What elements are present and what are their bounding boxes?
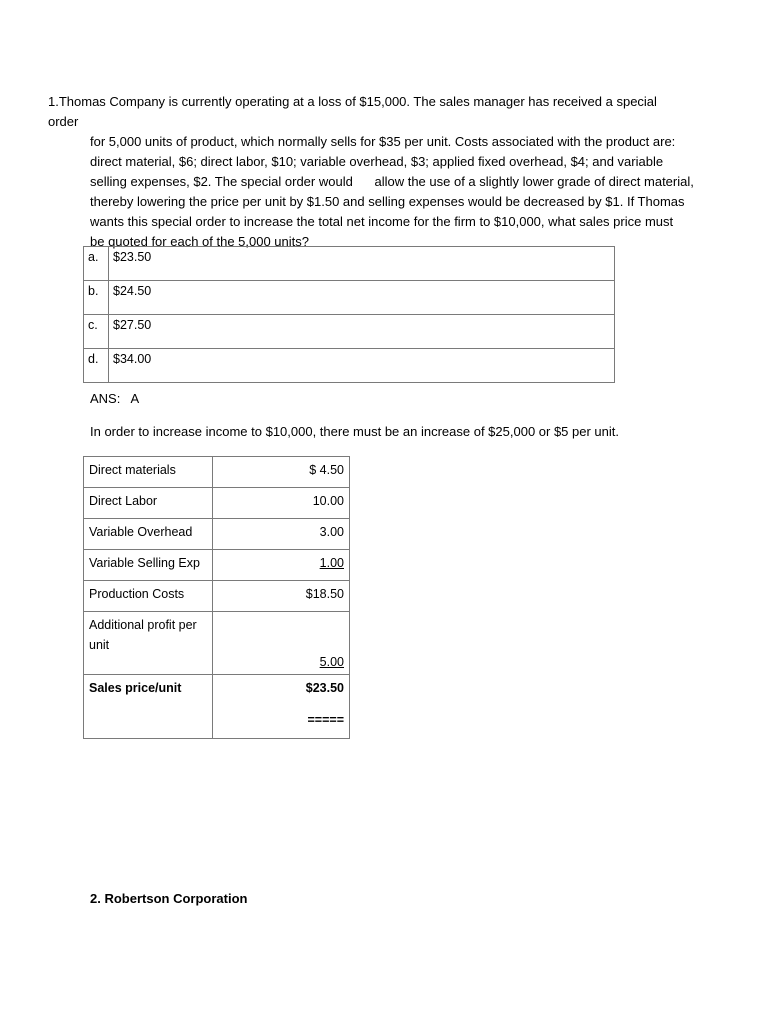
question-1-line: for 5,000 units of product, which normally sells for $35 per unit. Costs associated with the product are: [90, 134, 676, 149]
calc-value: $18.50 [213, 581, 350, 612]
double-underline: ===== [307, 713, 344, 727]
calc-value-cell [213, 612, 350, 675]
calc-row [84, 519, 350, 550]
question-1-first-line: 1.Thomas Company is currently operating at a loss of $15,000. The sales manager has received a special order [48, 94, 657, 129]
calc-label: Variable Selling Exp [84, 550, 213, 581]
question-1-line: thereby lowering the price per unit by $1.50 and selling expenses would be decreased by $1. If Thomas [90, 194, 685, 209]
calc-row [84, 612, 350, 675]
calc-value-cell [213, 675, 350, 739]
calc-value-cell [213, 550, 350, 581]
calc-row [84, 675, 350, 739]
calc-label: Direct Labor [84, 488, 213, 519]
choice-letter: a. [84, 247, 109, 281]
question-1-line: direct material, $6; direct labor, $10; variable overhead, $3; applied fixed overhead, $4; and variable [90, 154, 664, 169]
answer-choices-table [83, 246, 615, 383]
calc-value: 5.00 [319, 655, 344, 669]
choice-letter: c. [84, 315, 109, 349]
calc-value: 1.00 [319, 556, 344, 570]
question-1-text [48, 92, 694, 252]
choice-row [84, 281, 615, 315]
explanation-text: In order to increase income to $10,000, there must be an increase of $25,000 or $5 per unit. [90, 424, 619, 439]
calc-label: Additional profit per unit [84, 612, 213, 675]
choice-row [84, 247, 615, 281]
calc-row [84, 581, 350, 612]
calc-value: 10.00 [213, 488, 350, 519]
calc-value: $ 4.50 [213, 457, 350, 488]
question-2-heading: 2. Robertson Corporation [90, 891, 248, 906]
choice-value: $23.50 [109, 247, 615, 281]
choice-letter: b. [84, 281, 109, 315]
calc-row [84, 457, 350, 488]
choice-value: $27.50 [109, 315, 615, 349]
calc-value: 3.00 [213, 519, 350, 550]
choice-value: $24.50 [109, 281, 615, 315]
choice-value: $34.00 [109, 349, 615, 383]
question-1-line: be quoted for each of the 5,000 units? [90, 234, 310, 249]
calc-label: Sales price/unit [84, 675, 213, 739]
answer-label: ANS: A [90, 391, 140, 406]
choice-letter: d. [84, 349, 109, 383]
calc-label: Direct materials [84, 457, 213, 488]
question-1-line: wants this special order to increase the total net income for the firm to $10,000, what sales price must [90, 214, 674, 229]
calc-value: $23.50 [305, 681, 344, 695]
calc-row [84, 550, 350, 581]
calc-row [84, 488, 350, 519]
choice-row [84, 349, 615, 383]
calc-label: Production Costs [84, 581, 213, 612]
question-1-line: selling expenses, $2. The special order would allow the use of a slightly lower grade of direct material, [90, 174, 694, 189]
calculation-table [83, 456, 350, 739]
calc-label: Variable Overhead [84, 519, 213, 550]
choice-row [84, 315, 615, 349]
